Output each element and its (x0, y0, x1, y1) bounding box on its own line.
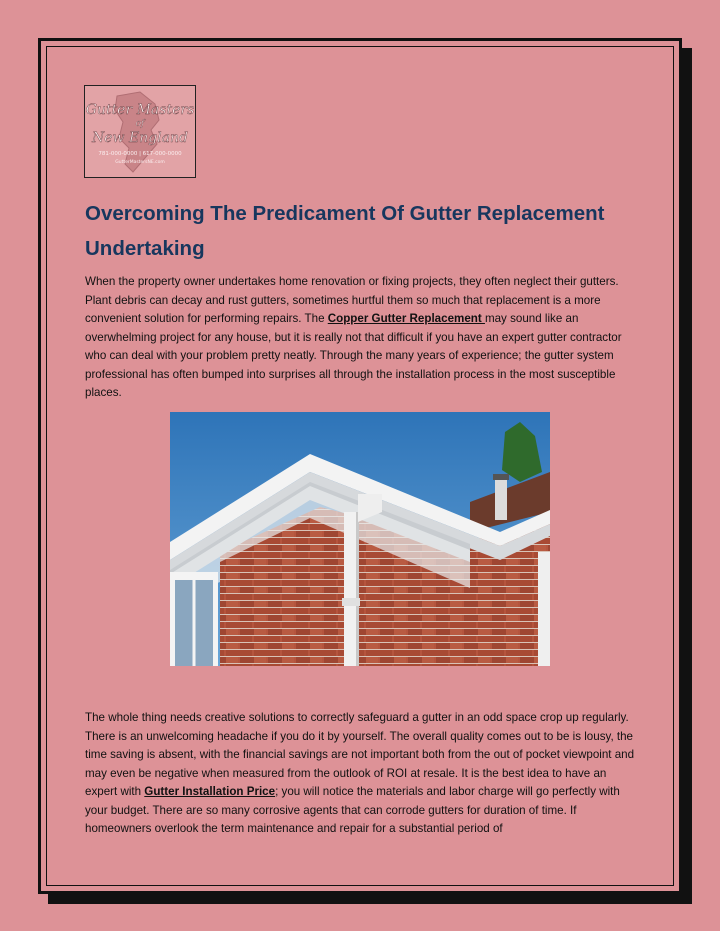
page-title: Overcoming The Predicament Of Gutter Replacement Undertaking (85, 202, 605, 260)
logo-line1: Gutter Masters (85, 102, 195, 118)
paragraph-body-text-2: ; you will notice the materials and labor charge will go perfectly with your budget. There are so many corrosive agents that can corrode gutters for duration of time. If homeowners overlook the term maintenance and repair for a substantial period of (85, 785, 620, 835)
gutter-photo-graphic (170, 412, 550, 666)
gutter-installation-price-link[interactable]: Gutter Installation Price (144, 785, 276, 798)
logo-graphic (85, 86, 195, 177)
paragraph-body-text-1: The whole thing needs creative solutions to correctly safeguard a gutter in an odd space crop up regularly. There is an unwelcoming headache if you do it by yourself. The overall quality comes out to be is lousy, the time saving is absent, with the financial savings are not important both from the out of pocket viewpoint and may even be negative when measured from the outlook of ROI at resale. It is the best idea to have an expert with (85, 711, 635, 798)
logo-sub: GutterMastersNE.com (115, 160, 165, 165)
logo-phone: 781-000-0000 | 617-000-0000 (98, 151, 182, 157)
house-gutter-photo (170, 412, 550, 666)
copper-gutter-replacement-link[interactable]: Copper Gutter Replacement (327, 312, 485, 325)
paragraph-body (85, 709, 637, 839)
logo-line2: of (135, 119, 145, 129)
company-logo (84, 85, 196, 178)
logo-line3: New England (92, 130, 188, 146)
paragraph-intro-text-2: may sound like an overwhelming project for any house, but it is really not that difficult if you have an expert gutter contractor who can deal with your problem pretty neatly. Through the many years of experience; the gutter system professional has often bumped into surprises all through the installation process in the most susceptible places. (85, 312, 622, 399)
paragraph-intro (85, 273, 637, 403)
paragraph-intro-text-1: When the property owner undertakes home renovation or fixing projects, they often neglect their gutters. Plant debris can decay and rust gutters, sometimes hurtful them so much that replacement is a more convenient solution for performing repairs. The (85, 275, 619, 325)
